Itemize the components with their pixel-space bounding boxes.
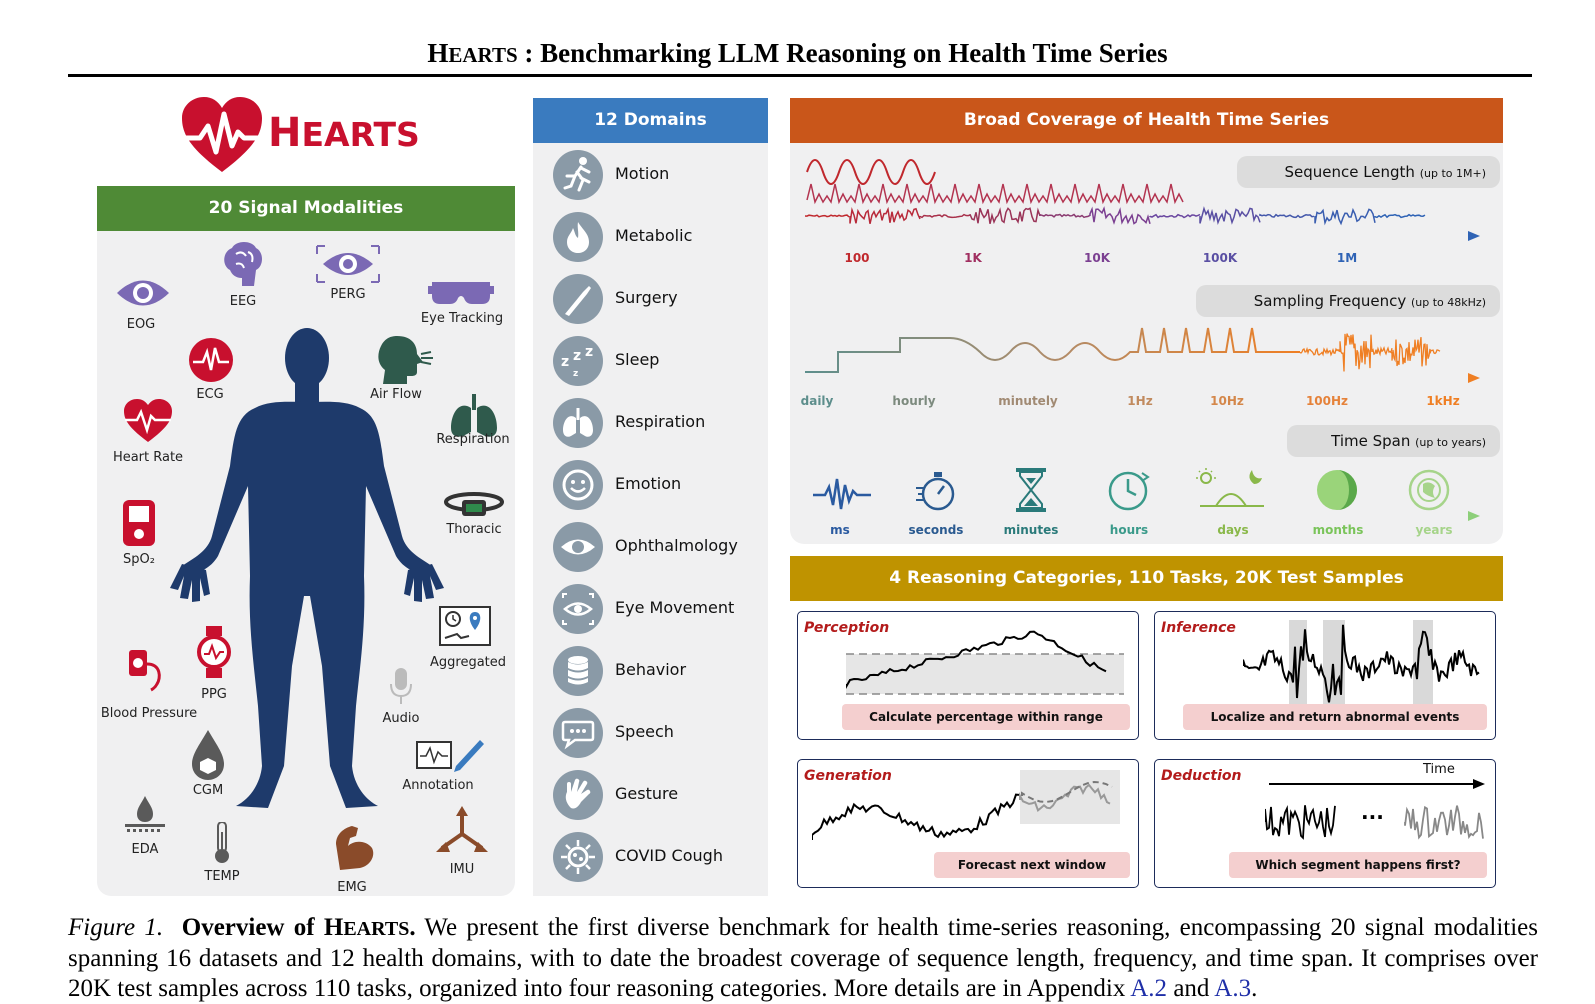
- modalities-header: 20 Signal Modalities: [97, 186, 515, 231]
- inference-chart: [1243, 620, 1483, 706]
- eeg-brain-icon: [222, 240, 264, 288]
- modality-label: ECG: [196, 387, 224, 402]
- moon-phase-icon: [1315, 468, 1359, 512]
- modality-label: Blood Pressure: [100, 706, 198, 721]
- stopwatch-icon: [914, 468, 958, 512]
- modality-label: EDA: [131, 842, 159, 857]
- svg-text:···: ···: [1361, 805, 1384, 829]
- spo2-oximeter-icon: [121, 500, 157, 548]
- seq-tick: 100: [844, 251, 870, 265]
- svg-text:z: z: [561, 354, 570, 370]
- svg-text:z: z: [573, 348, 582, 364]
- modality-label: EOG: [126, 317, 156, 332]
- modality-label: Audio: [382, 711, 420, 726]
- eye-icon: [553, 522, 603, 572]
- freq-tick: 1kHz: [1426, 394, 1460, 408]
- eog-eye-icon: [115, 274, 171, 312]
- heart-rate-icon: [123, 398, 173, 444]
- zzz-icon: [553, 336, 603, 386]
- cgm-drop-icon: [190, 730, 226, 780]
- seq-tick: 1M: [1336, 251, 1358, 265]
- freq-tick: daily: [800, 394, 834, 408]
- deduction-chart: [1265, 774, 1487, 854]
- aggregated-dashboard-icon: [439, 606, 491, 646]
- hand-icon: [553, 770, 603, 820]
- appendix-link[interactable]: A.3: [1214, 975, 1252, 1002]
- modality-label: Annotation: [402, 778, 474, 793]
- clock-icon: [1106, 467, 1152, 513]
- thoracic-belt-icon: [444, 492, 504, 520]
- heart-logo-icon: [180, 96, 265, 174]
- reasoning-card-perception: Perception Calculate percentage within range: [797, 611, 1139, 740]
- modality-label: Respiration: [436, 432, 510, 447]
- ecg-circle-icon: [189, 338, 233, 382]
- coverage-header: Broad Coverage of Health Time Series: [790, 98, 1503, 143]
- imu-axes-icon: [436, 806, 488, 856]
- ppg-watch-icon: [196, 626, 232, 678]
- modality-label: Aggregated: [429, 655, 507, 670]
- modality-label: Heart Rate: [112, 450, 184, 465]
- eye-tracking-goggles-icon: [428, 278, 494, 308]
- freq-tick: 100Hz: [1305, 394, 1349, 408]
- appendix-link[interactable]: A.2: [1130, 975, 1168, 1002]
- span-tick: months: [1312, 523, 1364, 537]
- page-title: HEARTS : Benchmarking LLM Reasoning on Health Time Series: [427, 38, 1168, 68]
- title-rule: [68, 74, 1532, 77]
- modality-label: PERG: [330, 287, 366, 302]
- smiley-icon: [553, 460, 603, 510]
- modality-label: SpO₂: [123, 552, 155, 567]
- seq-tick: 1K: [964, 251, 982, 265]
- scalpel-icon: [553, 274, 603, 324]
- eye-tracking-icon: [553, 584, 603, 634]
- modality-label: Air Flow: [370, 387, 422, 402]
- span-tick: years: [1415, 523, 1453, 537]
- blood-pressure-icon: [127, 648, 167, 692]
- temp-thermometer-icon: [212, 822, 232, 864]
- modality-label: Eye Tracking: [420, 311, 504, 326]
- span-tick: seconds: [908, 523, 964, 537]
- reasoning-card-inference: Inference Localize and return abnormal events: [1154, 611, 1496, 740]
- modality-label: IMU: [449, 862, 475, 877]
- time-span-pill: Time Span (up to years): [1287, 425, 1500, 457]
- modality-label: TEMP: [204, 869, 240, 884]
- generation-chart: [812, 770, 1132, 860]
- hourglass-icon: [1014, 466, 1048, 514]
- logo-wordmark: HEARTS: [268, 110, 420, 156]
- running-person-icon: [553, 150, 603, 200]
- span-tick: days: [1217, 523, 1249, 537]
- sequence-length-waveforms: [800, 150, 1500, 250]
- freq-tick: 10Hz: [1210, 394, 1244, 408]
- seq-tick: 10K: [1084, 251, 1110, 265]
- flame-icon: [553, 212, 603, 262]
- sampling-frequency-waveforms: [800, 318, 1500, 392]
- span-tick: hours: [1109, 523, 1149, 537]
- lungs-icon: [553, 398, 603, 448]
- sun-moon-icon: [1194, 466, 1268, 512]
- reasoning-card-deduction: Deduction Time ··· Which segment happens first?: [1154, 759, 1496, 888]
- span-tick: minutes: [1003, 523, 1059, 537]
- database-icon: [553, 646, 603, 696]
- perception-chart: [846, 624, 1126, 708]
- emg-muscle-icon: [330, 824, 376, 872]
- virus-icon: [553, 832, 603, 882]
- seq-tick: 100K: [1202, 251, 1238, 265]
- modality-label: PPG: [201, 687, 227, 702]
- perg-eye-scan-icon: [315, 244, 381, 284]
- audio-microphone-icon: [389, 668, 413, 706]
- modality-label: EEG: [229, 294, 257, 309]
- air-flow-head-icon: [377, 336, 433, 384]
- globe-icon: [1407, 468, 1451, 512]
- sampling-frequency-pill: Sampling Frequency (up to 48kHz): [1196, 285, 1500, 317]
- freq-tick: minutely: [998, 394, 1058, 408]
- svg-text:z: z: [573, 369, 579, 379]
- modality-label: EMG: [337, 880, 367, 895]
- svg-text:z: z: [585, 344, 594, 360]
- modality-label: CGM: [192, 783, 224, 798]
- reasoning-card-generation: Generation Forecast next window: [797, 759, 1139, 888]
- freq-tick: 1Hz: [1127, 394, 1153, 408]
- domains-header: 12 Domains: [533, 98, 768, 143]
- span-tick: ms: [830, 523, 850, 537]
- modality-label: Thoracic: [446, 522, 502, 537]
- reasoning-header: 4 Reasoning Categories, 110 Tasks, 20K Test Samples: [790, 556, 1503, 601]
- eda-skin-icon: [123, 796, 167, 836]
- figure-caption: Figure 1. Overview of HEARTS. We present the first diverse benchmark for health time-series reasoning, encompassing 20 signal modalities spanning 16 datasets and 12 health domains, with to date the broadest coverage of sequence length, frequency, and time span. It comprises over 20K test samples across 110 tasks, organized into four reasoning categories. More details are in Appendix A.2 and A.3.: [68, 914, 1539, 1002]
- sequence-length-pill: Sequence Length (up to 1M+): [1237, 156, 1500, 188]
- annotation-chart-pen-icon: [416, 736, 486, 772]
- freq-tick: hourly: [892, 394, 936, 408]
- speech-bubble-icon: [553, 708, 603, 758]
- ms-wave-icon: [813, 477, 871, 511]
